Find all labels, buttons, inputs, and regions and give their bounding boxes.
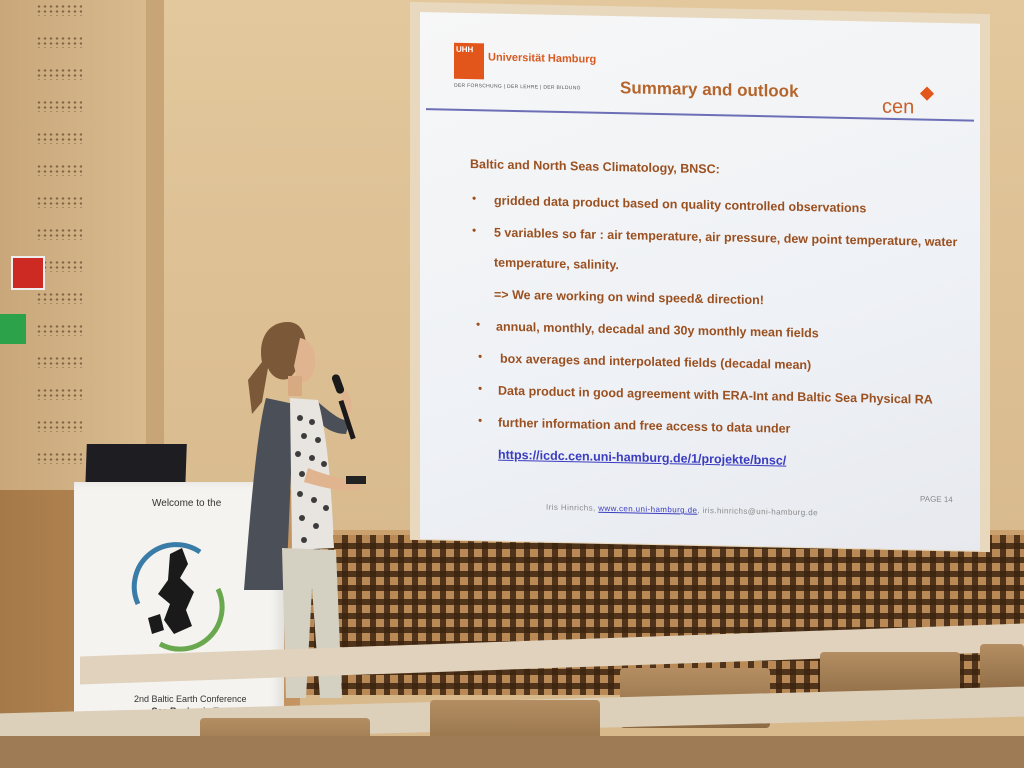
left-wall	[0, 0, 160, 500]
slide-line: 5 variables so far : air temperature, air pressure, dew point temperature, water	[494, 225, 958, 250]
cen-logo-icon	[920, 87, 934, 101]
fire-hose-sign-icon	[11, 256, 45, 290]
uhh-logo-icon: UHH	[454, 43, 484, 80]
bullet-icon: •	[472, 191, 477, 206]
university-name: Universität Hamburg	[488, 51, 597, 66]
slide-line: => We are working on wind speed& direction!	[494, 287, 764, 308]
front-desk-edge	[0, 736, 1024, 768]
baltic-earth-logo-icon	[130, 534, 226, 654]
banner-welcome-text: Welcome to the	[152, 498, 222, 509]
wall-corner	[146, 0, 164, 500]
projected-slide	[420, 12, 980, 551]
slide-line: box averages and interpolated fields (decadal mean)	[500, 351, 812, 373]
slide-heading: Baltic and North Seas Climatology, BNSC:	[470, 157, 720, 177]
bullet-icon: •	[478, 381, 483, 396]
slide-link[interactable]: https://icdc.cen.uni-hamburg.de/1/projekte/bnsc/	[498, 447, 787, 468]
slide-line: annual, monthly, decadal and 30y monthly mean fields	[496, 319, 819, 341]
university-tagline: DER FORSCHUNG | DER LEHRE | DER BILDUNG	[454, 82, 581, 92]
slide-line: gridded data product based on quality controlled observations	[494, 193, 867, 216]
cen-logo: cen	[882, 95, 915, 119]
slide-line: temperature, salinity.	[494, 255, 619, 273]
banner-conference-title: 2nd Baltic Earth Conference	[134, 694, 247, 704]
page-number: PAGE 14	[920, 494, 953, 505]
bullet-icon: •	[472, 223, 477, 238]
slide-title: Summary and outlook	[620, 78, 799, 101]
emergency-exit-sign-icon	[0, 314, 26, 344]
slide-footer: Iris Hinrichs, www.cen.uni-hamburg.de, iris.hinrichs@uni-hamburg.de	[546, 502, 818, 518]
bullet-icon: •	[478, 349, 483, 364]
slide-line: Data product in good agreement with ERA-Int and Baltic Sea Physical RA	[498, 383, 933, 407]
slide-line: further information and free access to data under	[498, 415, 791, 436]
bullet-icon: •	[478, 413, 483, 428]
bullet-icon: •	[476, 317, 481, 332]
